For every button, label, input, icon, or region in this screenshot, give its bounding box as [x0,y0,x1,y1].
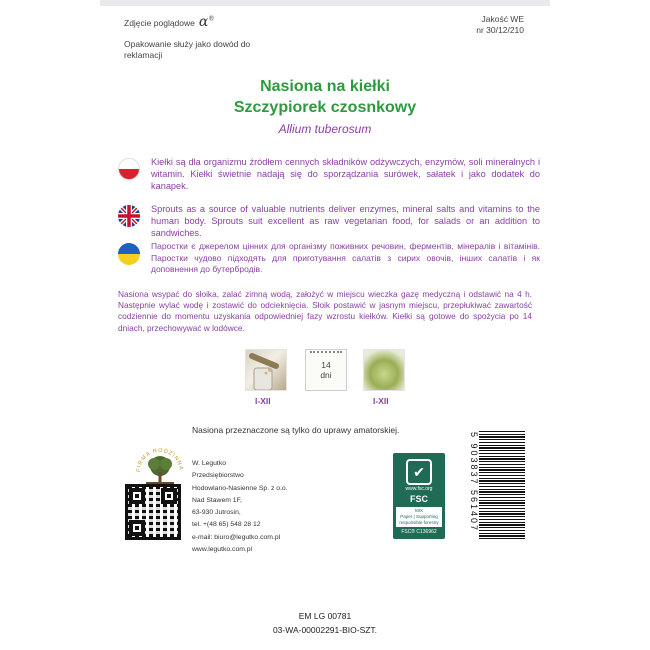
product-title [110,76,540,118]
fsc-certification-badge [393,453,445,539]
barcode-bars [479,431,525,539]
month-range-left: I-XII [255,396,271,406]
description-text-en: Sprouts as a source of valuable nutrients deliver enzymes, mineral salts and vitamins to the human body. Sprouts suit excellent as raw vegetarian food, for salads or an addition to sandwiches. [151,204,540,238]
logo-ring-text: FIRMA RODZINNA [135,447,185,473]
company-phone: tel. +(48 65) 548 28 12 [192,521,261,529]
description-text-pl: Kiełki są dla organizmu źródłem cennych składników odżywczych, enzymów, soli mineralnych i witamin. Kiełki świetnie nadają się do sporządzania surówek, sałatek i jako dodatek do kanapek. [151,157,540,191]
fsc-mix-text: Paper | Supporting responsible forestry [399,514,439,525]
company-line-1: Przedsiębiorstwo [192,472,244,480]
packaging-note: Opakowanie służy jako dowód do reklamacji [124,39,251,60]
fsc-label: FSC [410,494,428,504]
barcode-digits: 5 903837 561407 [469,431,479,533]
calendar-unit: dni [320,370,332,380]
growing-instructions: Nasiona wsypać do słoika, zalać zimną wodą, założyć w miejscu wieczka gazę medyczną i odstawić na 4 h. Następnie wylać wodę i zostawić do odcieknięcia. Słoik postawić w jasnym miejscu, przepłukiwać zawartość codziennie do momentu uzyskania odpowiedniej fazy wzrostu kiełków. Kiełki są gotowe do spożycia po 14 dniach, przechowywać w lodówce. [118,289,532,333]
latin-name: Allium tuberosum [278,122,372,136]
quality-number: nr 30/12/210 [476,25,524,35]
qr-code[interactable] [125,484,181,540]
month-range-right: I-XII [373,396,389,406]
preview-label [124,14,214,30]
jar-pictogram [245,349,287,391]
footer-line-2: 03-WA-00002291-BIO-SZT. [272,625,378,635]
company-line-2: Hodowlano-Nasienne Sp. z o.o. [192,484,288,492]
ean-barcode [465,431,527,539]
fsc-mix: MIX [414,508,423,513]
company-email[interactable]: e-mail: biuro@legutko.com.pl [192,533,281,541]
alpha-logo-icon: α® [198,14,215,30]
description-text-ua: Паростки є джерелом цінних для організму поживних речовин, ферментів, мінералів і вітамінів. Паростки чудово підходять для приготування салатів з сирих овочів, інших салатів і як доповнення до бутербродів. [151,241,540,274]
preview-text: Zdjęcie poglądowe [124,18,195,28]
fsc-code: FSC® C136962 [401,529,437,535]
qr-finder-icon [129,488,145,504]
company-name: W. Legutko [192,460,227,467]
uk-flag-icon [118,205,140,227]
poland-flag-icon [118,158,140,180]
title-line-1: Nasiona na kiełki [260,78,390,95]
fsc-site: www.fsc.org [405,486,433,492]
qr-finder-icon [161,488,177,504]
calendar-pictogram [305,349,347,391]
quality-info [476,14,524,36]
company-address [192,458,288,556]
fsc-tree-check-icon: ✔ [406,459,432,485]
family-company-logo-icon [132,442,188,490]
quality-label: Jakość WE [481,14,524,24]
title-line-2: Szczypiorek czosnkowy [233,99,417,116]
footer-codes [110,609,540,637]
calendar-number: 14 [321,360,331,370]
company-city: 63-930 Jutrosin, [192,509,241,517]
company-street: Nad Stawem 1F, [192,496,242,504]
qr-finder-icon [129,520,145,536]
calendar-rings-icon [310,351,342,355]
ukraine-flag-icon [118,243,140,265]
sprouts-pictogram [363,349,405,391]
description-ua [118,241,538,285]
footer-line-1: EM LG 00781 [298,611,352,621]
amateur-note: Nasiona przeznaczone są tylko do uprawy amatorskiej. [192,425,400,435]
seed-packet-back [110,6,540,646]
description-pl [118,156,538,200]
company-website[interactable]: www.legutko.com.pl [192,546,253,554]
